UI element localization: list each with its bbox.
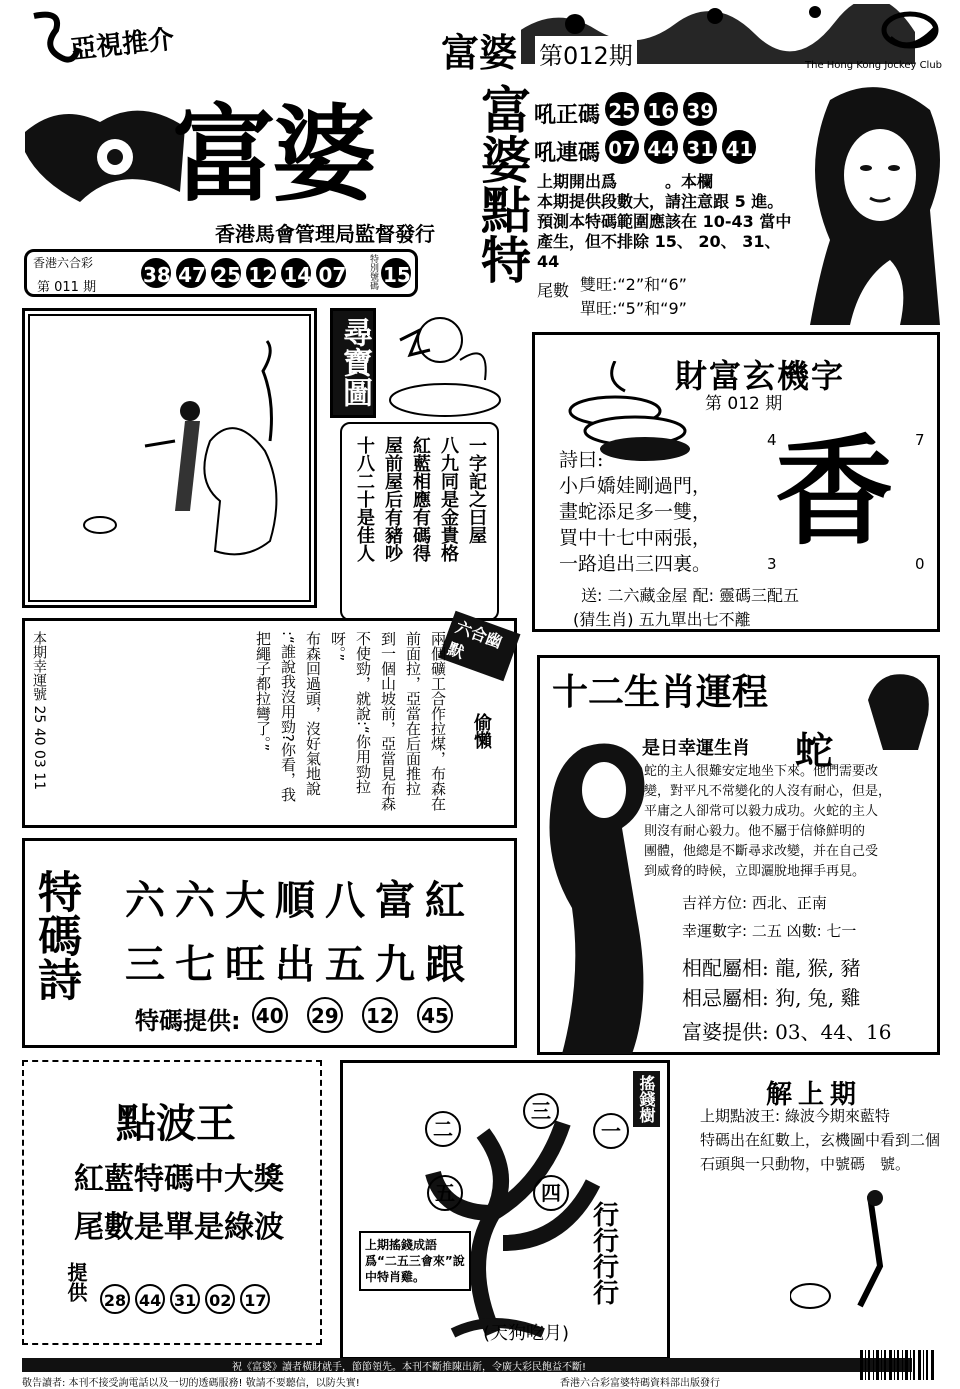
- fist-art: [858, 660, 938, 755]
- caifu-title: 財富玄機字: [675, 357, 846, 395]
- zodiac-line: 平庸之人卻常可以毅力成功。火蛇的主人: [644, 804, 879, 819]
- tree-numeral: 四: [533, 1175, 569, 1211]
- zodiac-line: 團體，他總是不斷尋求改變，并在自己受: [644, 844, 879, 859]
- corner-num: 3: [767, 555, 777, 573]
- barcode-icon: [860, 1350, 940, 1384]
- lottery-numbers: [141, 258, 346, 288]
- xunbao-label: [330, 308, 376, 418]
- special-poem-line1: 六六大順八富紅: [125, 877, 475, 924]
- lottery-ball: 14: [281, 258, 311, 288]
- corner-num: 7: [915, 431, 925, 449]
- lottery-ball: 07: [316, 258, 346, 288]
- dianbo-line2: 尾數是單是綠波: [74, 1210, 284, 1245]
- zodiac-avoid: 相忌屬相: 狗, 兔, 雞: [682, 986, 861, 1010]
- jockey-club-name: The Hong Kong Jockey Club: [805, 60, 943, 71]
- caifu-poem-line: 小戶嬌娃剛過門，: [559, 475, 712, 497]
- zheng-ball: 25: [605, 92, 639, 126]
- zodiac-panel: [537, 655, 940, 1055]
- zodiac-line: 到威脅的時候，立即灑脫地揮手再見。: [644, 864, 866, 879]
- xunbao-scroll: [340, 422, 499, 621]
- xunbao-poem-line: 屋前屋后有豬吵: [382, 436, 403, 562]
- top-tag: [22, 8, 192, 68]
- tree-numeral: 三: [523, 1093, 559, 1129]
- special-ball: 40: [252, 997, 288, 1033]
- woman-portrait: [790, 80, 950, 325]
- fupo-line: 44: [537, 252, 560, 271]
- dianbo-ball: 31: [170, 1284, 200, 1314]
- zheng-ball: 16: [644, 92, 678, 126]
- special-poem-label: 特碼詩: [30, 869, 81, 1001]
- caifu-issue: 第 012 期: [705, 394, 783, 414]
- dianbo-ball: 44: [135, 1284, 165, 1314]
- caifu-line2: (猜生肖) 五九單出七不離: [573, 610, 751, 629]
- money-tree-caption: (天狗吃月): [483, 1323, 570, 1344]
- tail-single: 單旺:“5”和“9”: [580, 299, 687, 318]
- lottery-strip: [24, 249, 418, 297]
- lian-ball: 44: [644, 130, 678, 164]
- caifu-poem-line: 買中十七中兩張，: [559, 527, 712, 549]
- fupo-line: 產生，但不排除 15、 20、 31、: [537, 232, 781, 251]
- tree-numeral: 五: [427, 1175, 463, 1211]
- solve-line: 石頭與一只動物，中號碼 號。: [700, 1155, 911, 1173]
- lian-ball: 31: [683, 130, 717, 164]
- dianbo-numbers: [100, 1284, 270, 1314]
- lucky-label: 本期幸運號: [31, 631, 47, 701]
- header-title: 富婆: [437, 22, 521, 77]
- xunbao-poem: [350, 436, 490, 611]
- fupo-special-lines: [537, 172, 807, 272]
- solve-body: [700, 1104, 940, 1176]
- lottery-ball: 47: [176, 258, 206, 288]
- lian-ball: 07: [605, 130, 639, 164]
- special-label: 特別號碼: [368, 254, 378, 290]
- special-ball: 15: [381, 258, 411, 288]
- caifu-poem-line: 一路追出三四裏。: [559, 553, 712, 575]
- lucky-numbers: 25 40 03 11: [31, 705, 47, 791]
- lian-row: [534, 130, 756, 167]
- money-tree-label: 搖錢樹: [633, 1071, 660, 1127]
- xunbao-label-text: 尋寶圖: [337, 317, 372, 407]
- tail-double: 雙旺:“2”和“6”: [580, 275, 687, 294]
- dianbo-panel: [22, 1060, 322, 1345]
- dianbo-ball: 02: [205, 1284, 235, 1314]
- money-tree-note: 上期搖錢成語爲“二五三會來”說中特肖雞。: [359, 1231, 471, 1291]
- zodiac-line: 蛇的主人很難安定地坐下來。他們需要改: [644, 764, 879, 779]
- cupid-art: [380, 300, 510, 420]
- header-issue: 第012期: [535, 36, 637, 71]
- zodiac-direction: 吉祥方位: 西北、正南: [682, 894, 827, 912]
- zheng-label: 吼正碼: [534, 103, 601, 128]
- lottery-ball: 12: [246, 258, 276, 288]
- story-panel: [22, 618, 517, 828]
- title-art: [20, 92, 190, 212]
- solve-line: 特碼出在紅數上，玄機圖中看到二個: [700, 1131, 941, 1149]
- zodiac-match: 相配屬相: 龍, 猴, 豬: [682, 956, 861, 980]
- tail-label: 尾數: [537, 281, 570, 300]
- caifu-poem-line: 畫蛇添足多一雙，: [559, 501, 712, 523]
- story-line: 兩個礦工合作拉煤，布森在: [429, 631, 447, 811]
- zodiac-body: [644, 762, 938, 882]
- xunbao-poem-line: 十八二十是佳人: [354, 436, 375, 562]
- zodiac-numbers: 幸運數字: 二五 凶數: 七一: [682, 922, 857, 940]
- zodiac-lucky-sign: 蛇: [795, 728, 834, 773]
- xunbao-poem-line: 一字記之曰屋: [466, 436, 487, 544]
- jockey-club-logo-icon: [870, 8, 940, 58]
- story-body: [250, 631, 450, 821]
- zodiac-line: 變，對平凡不常變化的人沒有耐心，但是，: [644, 784, 892, 799]
- fupo-line: 本期提供段數大，請注意跟 5 進。: [537, 192, 784, 211]
- story-line: 布森回過頭，沒好氣地說: [304, 631, 322, 796]
- lottery-issue: 第 011 期: [37, 280, 97, 295]
- zodiac-title: 十二生肖運程: [552, 671, 769, 713]
- fupo-special-title: 富婆點特: [473, 84, 532, 284]
- story-line: 到一個山坡前，亞當見布森: [379, 631, 397, 811]
- fupo-line: 預測本特碼範圍應該在 10-43 當中: [537, 212, 792, 231]
- footer-publisher: 香港六合彩富婆特碼資料部出版發行: [560, 1378, 720, 1389]
- zheng-row: [534, 92, 717, 129]
- top-tag-text: 亞視推介: [68, 24, 176, 66]
- tree-numeral: 二: [425, 1111, 461, 1147]
- special-poem-panel: [22, 838, 517, 1048]
- zheng-ball: 39: [683, 92, 717, 126]
- woman-figure: [542, 738, 660, 1054]
- caifu-panel: [532, 332, 940, 632]
- caifu-line1: 送: 二六藏金屋 配: 靈碼三配五: [581, 586, 800, 605]
- zodiac-provide: 富婆提供: 03、44、16: [682, 1020, 892, 1044]
- xunbao-poem-line: 八九同是金貴格: [438, 436, 459, 562]
- footer-ticker-text: 祝《富婆》讀者橫財就手，節節領先。本刊不斷推陳出新，令廣大彩民飽益不斷!: [232, 1362, 587, 1373]
- dianbo-provide-label: 提供: [64, 1262, 88, 1302]
- special-poem-provide: [135, 997, 453, 1036]
- story-line: 呀。”: [329, 631, 347, 662]
- footer-notice: 敬告讀者: 本刊不接受詢電話以及一切的透碼服務! 敬請不要聽信，以防失實!: [22, 1378, 360, 1389]
- treasure-picture: [22, 308, 317, 608]
- money-tree-panel: [340, 1060, 670, 1360]
- story-title: 偷懶: [471, 713, 492, 749]
- dianbo-title: 點波王: [116, 1100, 236, 1147]
- special-provide-label: 特碼提供:: [135, 1007, 241, 1035]
- lottery-ball: 38: [141, 258, 171, 288]
- corner-num: 0: [915, 555, 925, 573]
- treasure-scene-art: [25, 311, 314, 605]
- story-lucky: [29, 631, 49, 790]
- lian-label: 吼連碼: [534, 141, 601, 166]
- caifu-poem-label: 詩曰:: [559, 449, 604, 471]
- footer-ticker: [22, 1358, 912, 1372]
- lian-ball: 41: [722, 130, 756, 164]
- special-ball: 29: [307, 997, 343, 1033]
- story-badge: 六合幽默: [439, 611, 521, 682]
- solve-figures-art: [790, 1186, 940, 1316]
- corner-num: 4: [767, 431, 777, 449]
- lottery-label: 香港六合彩: [33, 256, 94, 270]
- xunbao-poem-line: 紅藍相應有碼得: [410, 436, 431, 562]
- special-ball: 45: [417, 997, 453, 1033]
- big-title: 富婆: [172, 93, 373, 216]
- lottery-ball: 25: [211, 258, 241, 288]
- zodiac-lucky-label: 是日幸運生肖: [642, 738, 750, 759]
- solve-line: 上期點波王: 綠波今期來藍特: [700, 1107, 890, 1125]
- caifu-big-char: 香: [775, 422, 894, 561]
- dianbo-ball: 28: [100, 1284, 130, 1314]
- money-tree-brush: 行行行行: [593, 1201, 620, 1309]
- solve-title: 解上期: [766, 1080, 863, 1110]
- caifu-poem: [559, 447, 711, 577]
- tree-numeral: 一: [593, 1113, 629, 1149]
- special-poem-line2: 三七旺出五九跟: [125, 941, 475, 988]
- dianbo-line1: 紅藍特碼中大獎: [74, 1162, 284, 1197]
- special-ball: 12: [362, 997, 398, 1033]
- story-line: 前面拉，亞當在后面推拉: [404, 631, 422, 796]
- dianbo-ball: 17: [240, 1284, 270, 1314]
- subtitle: 香港馬會管理局監督發行: [215, 222, 435, 246]
- story-line: 不使勁，就說:“你用勁拉: [354, 631, 372, 794]
- zodiac-line: 則沒有耐心毅力。他不屬于信條鮮明的: [644, 824, 866, 839]
- story-line: :“誰說我沒用勁?你看，我: [279, 631, 297, 802]
- fupo-line: 上期開出爲 。本欄: [537, 172, 714, 191]
- story-line: 把繩子都拉彎了。”: [254, 631, 272, 752]
